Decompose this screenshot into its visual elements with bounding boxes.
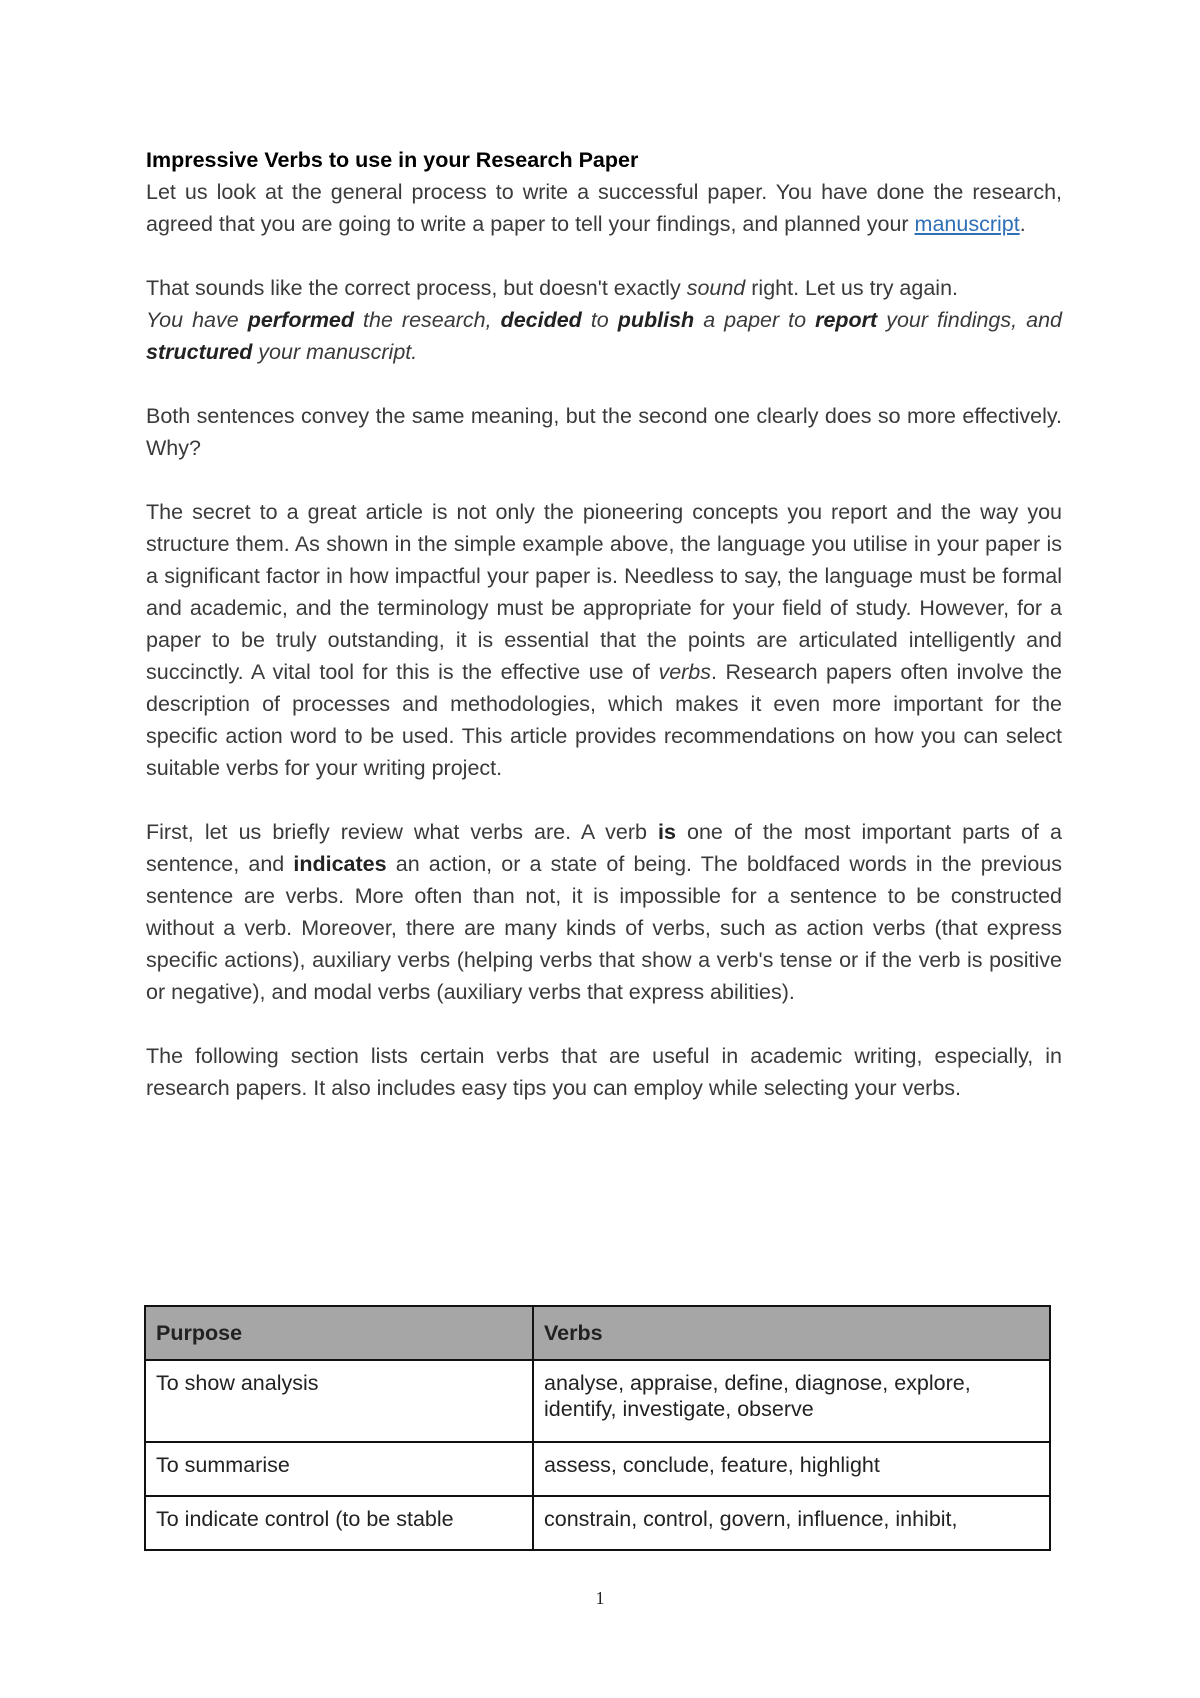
paragraph-6 [146,816,1062,1008]
paragraph-2 [146,272,1062,304]
italic-text: sound [686,276,746,300]
text: That sounds like the correct process, but doesn't exactly [146,276,687,300]
bold-verb: publish [617,308,695,332]
purpose-cell: To show analysis [145,1360,533,1442]
table-row [145,1360,1050,1442]
document-title: Impressive Verbs to use in your Research Paper [146,148,639,172]
italic-text: verbs [658,660,712,684]
verbs-cell: constrain, control, govern, influence, inhibit, [533,1496,1050,1550]
purpose-cell: To summarise [145,1442,533,1496]
text: a paper to [694,308,816,332]
text: your manuscript. [252,340,418,364]
document-body [146,144,1062,1136]
paragraph-1 [146,176,1062,240]
verbs-table [144,1305,1051,1551]
text: to [581,308,618,332]
paragraph-7: The following section lists certain verbs that are useful in academic writing, especially, in research papers. It also includes easy tips you can employ while selecting your verbs. [146,1044,1062,1100]
bold-verb: performed [247,308,355,332]
bold-verb: decided [500,308,582,332]
text: First, let us briefly review what verbs are. A verb [146,820,659,844]
bold-verb: is [658,820,676,844]
manuscript-link[interactable]: manuscript [914,212,1020,236]
text: You have [146,308,248,332]
verbs-cell: analyse, appraise, define, diagnose, explore, identify, investigate, observe [533,1360,1050,1442]
text: The secret to a great article is not only the pioneering concepts you report and the way you structure them. As shown in the simple example above, the language you utilise in your paper is a significant factor in how impactful your paper is. Needless to say, the language must be formal and academic, and the terminology must be appropriate for your field of study. However, for a paper to be truly outstanding, it is essential that the points are articulated intelligently and succinctly. A vital tool for this is the effective use of [146,500,1062,684]
page-number: 1 [595,1588,605,1608]
paragraph-4: Both sentences convey the same meaning, but the second one clearly does so more effectively. Why? [146,404,1062,460]
paragraph-5 [146,496,1062,784]
text: an action, or a state of being. The boldfaced words in the previous sentence are verbs. More often than not, it is impossible for a sentence to be constructed without a verb. Moreover, there are many kinds of verbs, such as action verbs (that express specific actions), auxiliary verbs (helping verbs that show a verb's tense or if the verb is positive or negative), and modal verbs (auxiliary verbs that express abilities). [146,852,1062,1004]
table-row [145,1442,1050,1496]
text: your findings, and [877,308,1062,332]
header-verbs: Verbs [533,1306,1050,1360]
bold-verb: indicates [293,852,387,876]
bold-verb: report [815,308,878,332]
paragraph-3 [146,304,1062,368]
text: Let us look at the general process to write a successful paper. You have done the research, agreed that you are going to write a paper to tell your findings, and planned your [146,180,1062,236]
header-purpose: Purpose [145,1306,533,1360]
purpose-cell: To indicate control (to be stable [145,1496,533,1550]
table-header-row [145,1306,1050,1360]
text: right. Let us try again. [745,276,959,300]
text: . [1019,212,1026,236]
text: one of the most important parts of a sentence, and [146,820,1062,876]
bold-verb: structured [146,340,253,364]
table-row [145,1496,1050,1550]
text: . Research papers often involve the description of processes and methodologies, which makes it even more important for the specific action word to be used. This article provides recommendations on how you can select suitable verbs for your writing project. [146,660,1062,780]
verbs-cell: assess, conclude, feature, highlight [533,1442,1050,1496]
text: the research, [354,308,501,332]
